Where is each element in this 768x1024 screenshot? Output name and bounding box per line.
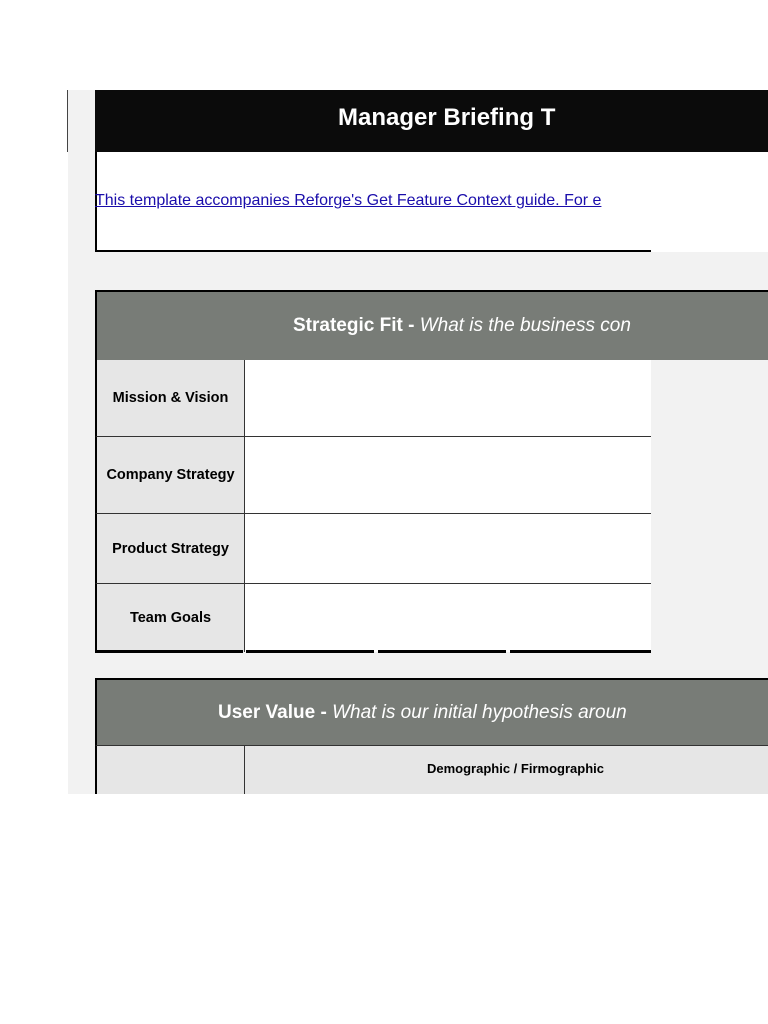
table-row [95,437,651,514]
table-bottom-border [95,650,651,653]
user-value-title [218,702,627,724]
offscreen-mask [651,360,768,678]
row-label-company-strategy: Company Strategy [97,437,245,513]
intro-guide-link[interactable]: This template accompanies Reforge's Get Feature Context guide. For e [95,192,602,209]
strategic-fit-table [95,0,651,794]
user-value-label-cell [97,746,245,794]
table-row [95,584,651,652]
column-header-demographic: Demographic / Firmographic [427,761,604,776]
user-value-heading: User Value - [218,702,333,723]
border-segment [378,650,506,653]
border-segment [510,650,651,653]
table-row [95,514,651,584]
row-label-mission-vision: Mission & Vision [97,360,245,436]
strategic-fit-heading: Strategic Fit - [293,315,420,336]
border-segment [246,650,374,653]
header-mask [651,693,768,733]
strategic-fit-question: What is the business con [419,315,631,336]
table-row [95,360,651,437]
sheet-left-border [67,90,68,152]
row-mask [651,746,768,794]
user-value-question: What is our initial hypothesis aroun [332,702,627,723]
title-mask [651,104,768,140]
row-label-team-goals: Team Goals [97,584,245,652]
header-mask [651,306,768,346]
document-title: Manager Briefing T [338,104,556,131]
offscreen-mask [651,152,768,252]
border-segment [95,650,243,653]
row-label-product-strategy: Product Strategy [97,514,245,583]
